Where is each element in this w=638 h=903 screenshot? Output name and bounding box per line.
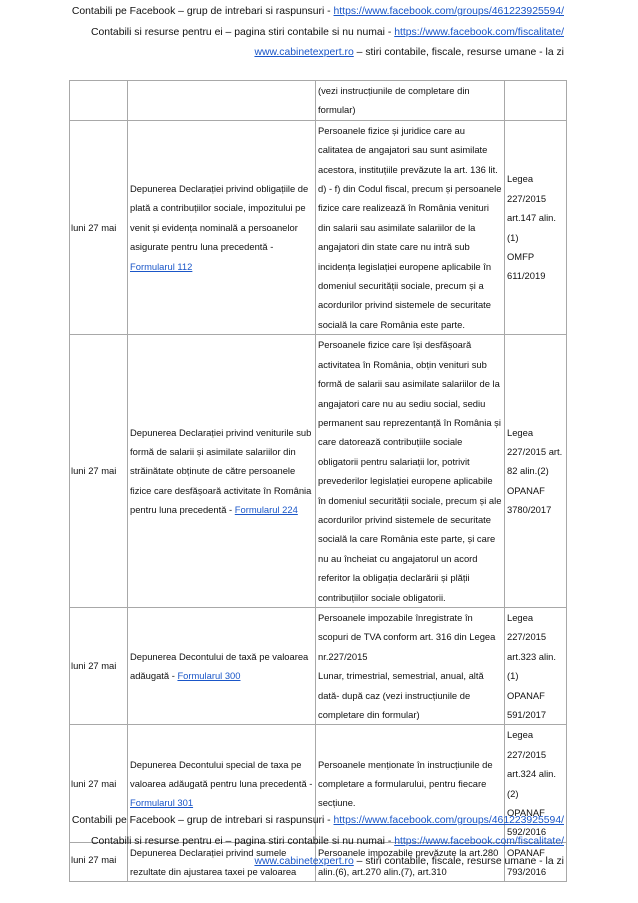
facebook-group-link[interactable]: https://www.facebook.com/groups/461223925594/ <box>333 6 564 17</box>
who-cell: Persoanele fizice și juridice care au calitatea de angajatori sau sunt asimilate acestora, instituțiile prevăzute la art. 136 lit. d) - f) din Codul fiscal, precum și persoanele fizice care realizează în România venituri din salarii sau asimilate salariilor de la angajatori din state care nu intră sub incidența legislației europene aplicabile în domeniul securității sociale, precum și a acordurilor privind sistemele de securitate socială la care România este parte. <box>316 120 505 334</box>
header-line2-text: Contabili si resurse pentru ei – pagina stiri contabile si nu numai - <box>90 26 395 38</box>
footer-line-facebook-group <box>0 811 638 832</box>
description-cell <box>128 120 316 334</box>
table-row <box>70 335 567 608</box>
form-301-link[interactable]: Formularul 301 <box>130 797 194 809</box>
form-112-link[interactable]: Formularul 112 <box>130 260 193 272</box>
header-line1-text: Contabili pe Facebook – grup de intrebari si raspunsuri - <box>71 6 334 17</box>
description-cell <box>128 81 316 121</box>
date-cell <box>70 81 128 121</box>
form-300-link[interactable]: Formularul 300 <box>177 670 241 682</box>
table-row <box>70 81 567 121</box>
description-cell <box>128 607 316 724</box>
date-cell: luni 27 mai <box>70 607 128 724</box>
deadlines-table <box>69 80 567 882</box>
legal-cell <box>505 81 567 121</box>
legal-cell <box>505 120 567 334</box>
header-line-website <box>0 43 638 64</box>
who-cell: Persoanele fizice care își desfășoară activitatea în România, obțin venituri sub formă de salarii sau asimilate salariilor de la angajatori care nu au sediu social, sediu permanent sau reprezentanță în România și care datorează contribuțiile sociale obligatorii pentru salariații lor, potrivit prevederilor legislației europene aplicabile în domeniul securității sociale, precum și ale acordurilor privind sistemele de securitate socială la care România este parte, și care nu au încheiat cu angajatorul un acord referitor la obligația declarării și plății contribuțiilor sociale obligatorii. <box>316 335 505 608</box>
who-cell <box>316 607 505 724</box>
footer-line1-text: Contabili pe Facebook – grup de intrebari si raspunsuri - <box>71 815 334 826</box>
website-link[interactable]: www.cabinetexpert.ro <box>254 47 354 58</box>
who-text: Persoanele impozabile prevăzute la art.280 alin.(6), art.270 alin.(7), art.310 <box>318 846 499 878</box>
website-link[interactable]: www.cabinetexpert.ro <box>254 856 354 867</box>
description-cell <box>128 335 316 608</box>
table-row <box>70 120 567 334</box>
footer-line-website <box>0 852 638 873</box>
date-cell: luni 27 mai <box>70 120 128 334</box>
description-text: Depunerea Declarației privind sumele rezultate din ajustarea taxei pe valoarea <box>130 846 297 878</box>
legal-text: Legea 227/2015 art.147 alin.(1) OMFP 611/2019 <box>507 173 556 282</box>
form-224-link[interactable]: Formularul 224 <box>234 504 298 516</box>
description-text: Depunerea Decontului special de taxa pe valoarea adăugată pentru luna precedentă - <box>130 758 313 789</box>
header-line-facebook-page <box>0 23 638 44</box>
header-line-facebook-group <box>0 2 638 23</box>
footer-line3-text: – stiri contabile, fiscale, resurse umane - la zi <box>353 856 564 867</box>
who-cell <box>316 81 505 121</box>
facebook-page-link[interactable]: https://www.facebook.com/fiscalitate/ <box>394 26 564 38</box>
legal-text: Legea 227/2015 art. 82 alin.(2) OPANAF 3780/2017 <box>507 426 563 516</box>
who-cell: Persoanele menționate în instrucțiunile de completare a formularului, pentru fiecare secțiune. <box>316 725 505 842</box>
date-cell: luni 27 mai <box>70 725 128 842</box>
legal-text: OPANAF 793/2016 <box>507 846 547 878</box>
who-text: (vezi instrucțiunile de completare din formular) <box>318 85 470 116</box>
who-text: Persoanele impozabile înregistrate în scopuri de TVA conform art. 316 din Legea nr.227/2015 Lunar, trimestrial, semestrial, anual, altă dată- după caz (vezi instrucțiunile de completare din formular) <box>318 611 496 720</box>
description-text: Depunerea Declarației privind veniturile sub formă de salarii și asimilate salariilor din străinătate obținute de către persoanele fizice care desfășoară activitate în România pentru luna precedentă - <box>130 426 312 516</box>
legal-cell <box>505 607 567 724</box>
footer-line2-text: Contabili si resurse pentru ei – pagina stiri contabile si nu numai - <box>90 835 395 847</box>
page-header <box>0 2 638 64</box>
facebook-group-link[interactable]: https://www.facebook.com/groups/461223925594/ <box>333 815 564 826</box>
table-row <box>70 607 567 724</box>
description-text: Depunerea Decontului de taxă pe valoarea adăugată - <box>130 650 309 682</box>
description-text: Depunerea Declarației privind obligațiile de plată a contribuțiilor sociale, impozitului pe venit și evidența nominală a persoanelor asigurate pentru luna precedentă - <box>130 183 309 253</box>
date-text: luni 27 mai <box>71 853 117 865</box>
date-cell: luni 27 mai <box>70 335 128 608</box>
header-line3-text: – stiri contabile, fiscale, resurse umane - la zi <box>353 47 564 58</box>
footer-line-facebook-page <box>0 832 638 853</box>
legal-cell <box>505 335 567 608</box>
facebook-page-link[interactable]: https://www.facebook.com/fiscalitate/ <box>394 835 564 847</box>
legal-text: Legea 227/2015 art.323 alin.(1) OPANAF 591/2017 <box>507 611 556 720</box>
legal-text: Legea 227/2015 art.324 alin.(2) OPANAF 592/2016 <box>507 729 556 838</box>
page-footer <box>0 811 638 873</box>
